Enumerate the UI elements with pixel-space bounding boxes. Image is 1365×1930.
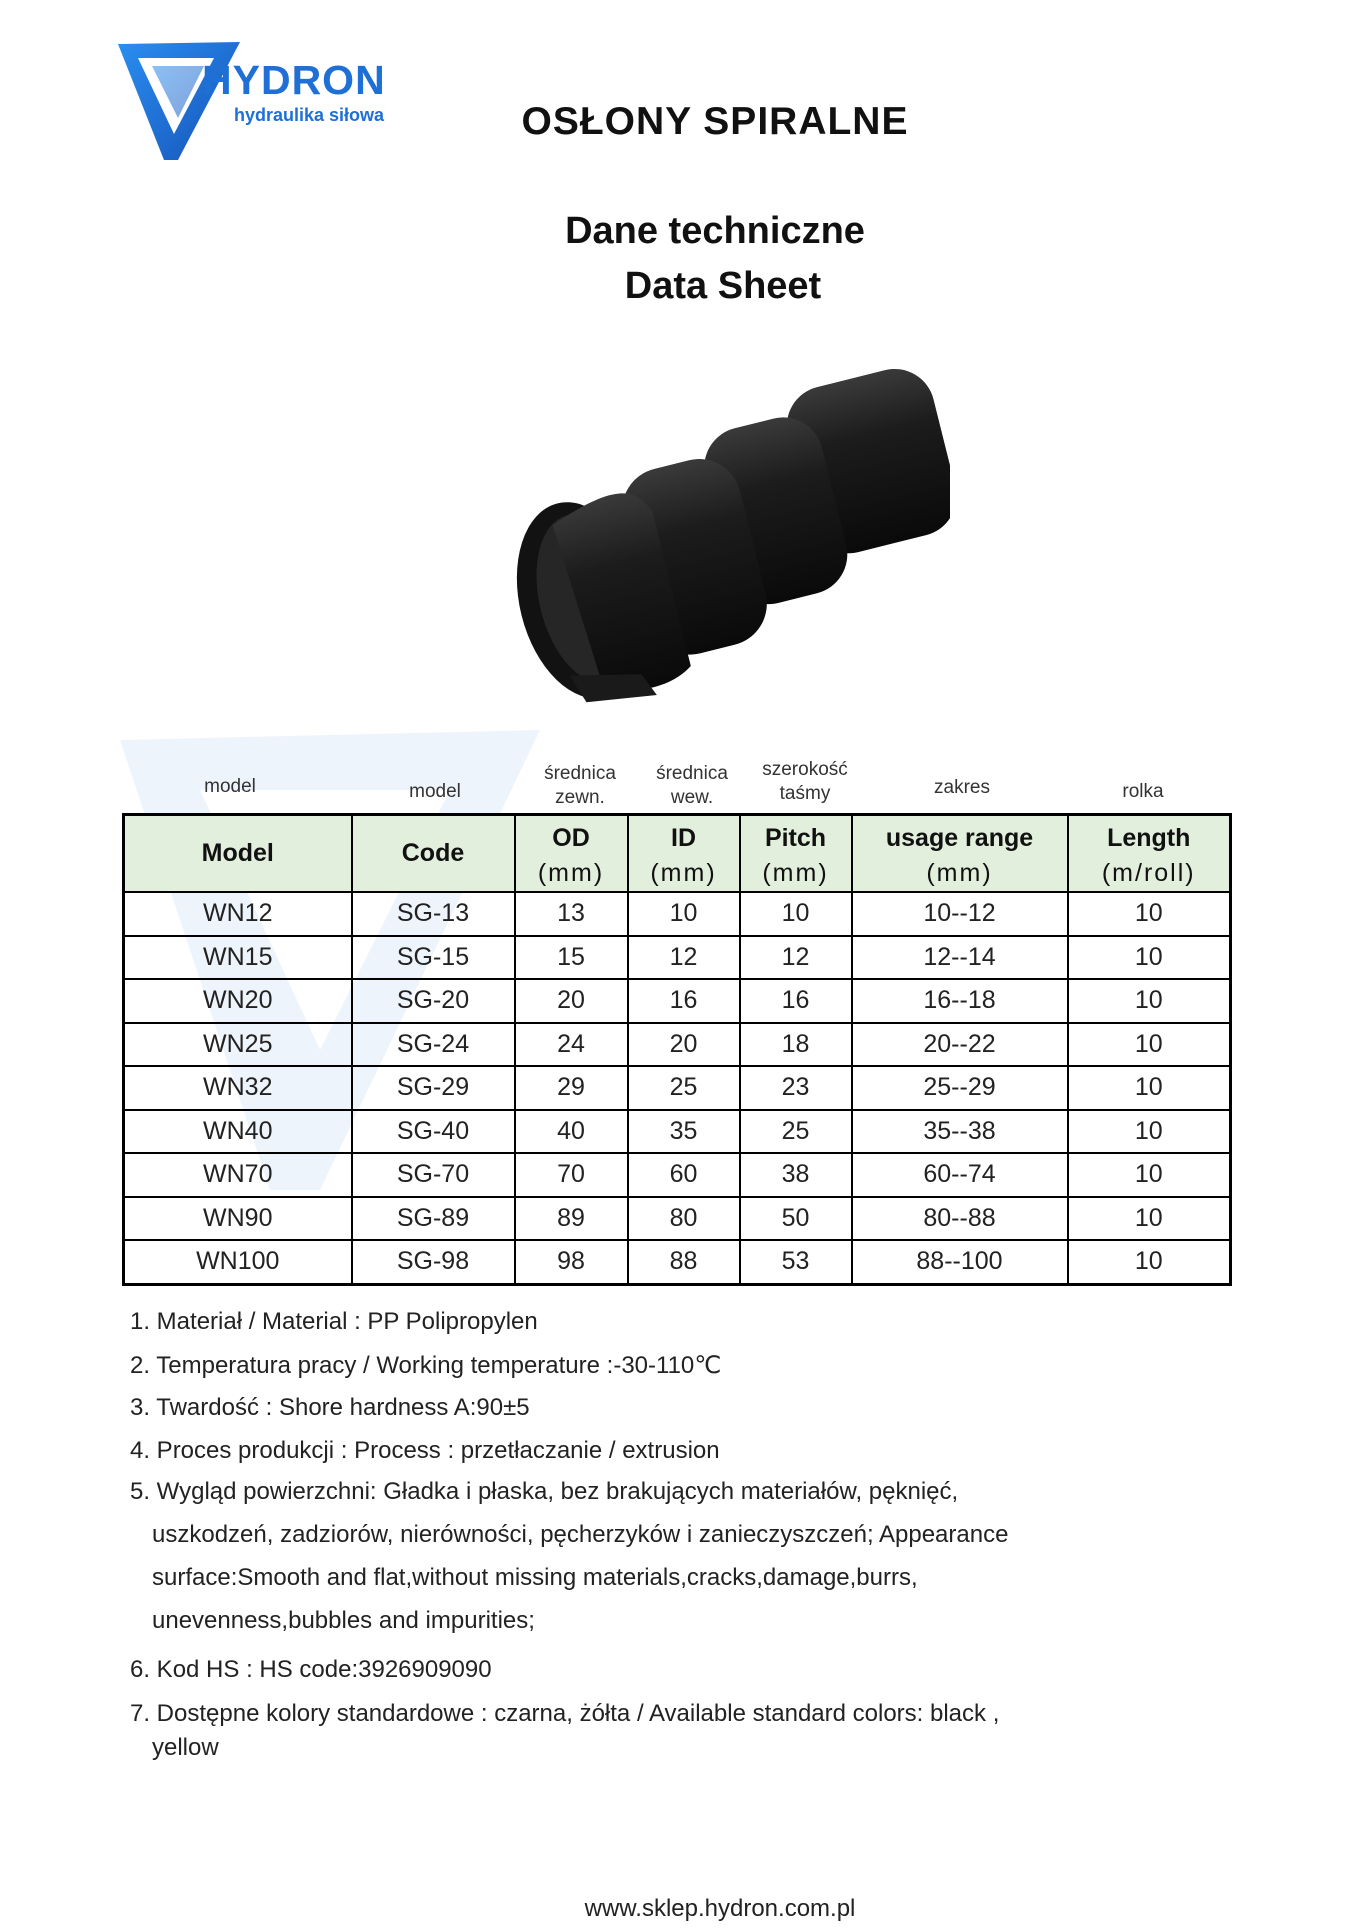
cell-od: 20 [515, 979, 628, 1023]
label-id-pl-line2: wew. [670, 787, 714, 808]
cell-model: WN12 [124, 892, 352, 936]
cell-model: WN70 [124, 1153, 352, 1197]
cell-length: 10 [1068, 936, 1231, 980]
table-row [124, 936, 1231, 980]
cell-pitch: 25 [740, 1110, 852, 1154]
cell-length: 10 [1068, 1066, 1231, 1110]
label-od-pl [520, 762, 640, 810]
cell-code: SG-20 [352, 979, 515, 1023]
subtitle-english: Data Sheet [624, 265, 822, 307]
cell-od: 98 [515, 1240, 628, 1284]
table-row [124, 1153, 1231, 1197]
header-length [1068, 815, 1231, 893]
cell-od: 13 [515, 892, 628, 936]
polish-column-labels [0, 750, 1365, 810]
cell-pitch: 38 [740, 1153, 852, 1197]
label-pitch-pl-line1: szerokość [762, 759, 848, 780]
spec-table [122, 813, 1232, 1286]
note-hardness: 3. Twardość : Shore hardness A:90±5 [130, 1394, 530, 1421]
cell-model: WN20 [124, 979, 352, 1023]
page-title: OSŁONY SPIRALNE [521, 100, 909, 143]
cell-range: 10--12 [852, 892, 1068, 936]
cell-pitch: 50 [740, 1197, 852, 1241]
cell-length: 10 [1068, 1197, 1231, 1241]
cell-range: 88--100 [852, 1240, 1068, 1284]
cell-model: WN90 [124, 1197, 352, 1241]
cell-range: 60--74 [852, 1153, 1068, 1197]
table-row [124, 1110, 1231, 1154]
cell-od: 29 [515, 1066, 628, 1110]
cell-model: WN100 [124, 1240, 352, 1284]
cell-code: SG-29 [352, 1066, 515, 1110]
cell-pitch: 53 [740, 1240, 852, 1284]
cell-code: SG-98 [352, 1240, 515, 1284]
label-model-pl: model [204, 776, 256, 797]
note-appearance-line2: uszkodzeń, zadziorów, nierówności, pęcherzyków i zanieczyszczeń; Appearance [152, 1521, 1009, 1548]
table-row [124, 1023, 1231, 1067]
label-pitch-pl [745, 758, 865, 806]
header-code: Code [352, 815, 515, 893]
label-code-pl: model [409, 781, 461, 802]
cell-id: 60 [628, 1153, 740, 1197]
label-od-pl-line2: zewn. [555, 787, 605, 808]
header-length-unit: (m/roll) [1101, 859, 1196, 887]
cell-id: 35 [628, 1110, 740, 1154]
header-od-label: OD [552, 824, 590, 852]
header-od [515, 815, 628, 893]
header-pitch [740, 815, 852, 893]
table-row [124, 979, 1231, 1023]
cell-pitch: 23 [740, 1066, 852, 1110]
note-temperature: 2. Temperatura pracy / Working temperature :-30-110℃ [130, 1352, 722, 1379]
spiral-wrap-product-image [480, 355, 950, 715]
header-range [852, 815, 1068, 893]
label-range-pl: zakres [934, 777, 990, 798]
cell-range: 35--38 [852, 1110, 1068, 1154]
table-row [124, 892, 1231, 936]
cell-od: 70 [515, 1153, 628, 1197]
cell-length: 10 [1068, 1153, 1231, 1197]
cell-model: WN40 [124, 1110, 352, 1154]
note-colors-line2: yellow [152, 1734, 219, 1761]
cell-pitch: 10 [740, 892, 852, 936]
cell-code: SG-15 [352, 936, 515, 980]
note-appearance-line3: surface:Smooth and flat,without missing materials,cracks,damage,burrs, [152, 1564, 918, 1591]
cell-code: SG-89 [352, 1197, 515, 1241]
cell-range: 20--22 [852, 1023, 1068, 1067]
cell-pitch: 16 [740, 979, 852, 1023]
cell-id: 10 [628, 892, 740, 936]
label-length-pl: rolka [1122, 781, 1164, 802]
cell-code: SG-13 [352, 892, 515, 936]
cell-pitch: 12 [740, 936, 852, 980]
cell-length: 10 [1068, 1110, 1231, 1154]
cell-od: 24 [515, 1023, 628, 1067]
cell-id: 16 [628, 979, 740, 1023]
header-od-unit: (mm) [537, 859, 605, 887]
header-pitch-label: Pitch [764, 824, 827, 852]
table-row [124, 1066, 1231, 1110]
header-model: Model [124, 815, 352, 893]
cell-id: 25 [628, 1066, 740, 1110]
cell-code: SG-70 [352, 1153, 515, 1197]
cell-length: 10 [1068, 979, 1231, 1023]
header-id-label: ID [671, 824, 696, 852]
note-hs-code: 6. Kod HS : HS code:3926909090 [130, 1656, 492, 1683]
cell-id: 88 [628, 1240, 740, 1284]
cell-length: 10 [1068, 1240, 1231, 1284]
brand-tagline: hydraulika siłowa [234, 105, 385, 125]
label-od-pl-line1: średnica [544, 763, 616, 784]
subtitle-polish: Dane techniczne [565, 210, 865, 252]
label-id-pl [632, 762, 752, 810]
header-pitch-unit: (mm) [762, 859, 829, 887]
table-row [124, 1197, 1231, 1241]
cell-length: 10 [1068, 1023, 1231, 1067]
cell-od: 15 [515, 936, 628, 980]
header-length-label: Length [1107, 824, 1191, 852]
label-id-pl-line1: średnica [656, 763, 728, 784]
note-process: 4. Proces produkcji : Process : przetłaczanie / extrusion [130, 1437, 720, 1464]
cell-code: SG-40 [352, 1110, 515, 1154]
cell-id: 12 [628, 936, 740, 980]
header-id-unit: (mm) [650, 859, 717, 887]
cell-od: 89 [515, 1197, 628, 1241]
header-range-label: usage range [885, 824, 1034, 852]
header-range-unit: (mm) [926, 859, 993, 887]
table-row [124, 1240, 1231, 1284]
cell-model: WN25 [124, 1023, 352, 1067]
header-id [628, 815, 740, 893]
cell-range: 12--14 [852, 936, 1068, 980]
cell-model: WN32 [124, 1066, 352, 1110]
cell-length: 10 [1068, 892, 1231, 936]
note-appearance: 5. Wygląd powierzchni: Gładka i płaska, bez brakujących materiałów, pęknięć, [130, 1478, 959, 1505]
cell-od: 40 [515, 1110, 628, 1154]
footer-website: www.sklep.hydron.com.pl [584, 1895, 856, 1922]
cell-range: 16--18 [852, 979, 1068, 1023]
cell-model: WN15 [124, 936, 352, 980]
note-appearance-line4: unevenness,bubbles and impurities; [152, 1607, 535, 1634]
cell-code: SG-24 [352, 1023, 515, 1067]
cell-range: 25--29 [852, 1066, 1068, 1110]
table-header-row [124, 815, 1231, 893]
cell-range: 80--88 [852, 1197, 1068, 1241]
label-pitch-pl-line2: taśmy [779, 783, 831, 804]
cell-id: 80 [628, 1197, 740, 1241]
cell-pitch: 18 [740, 1023, 852, 1067]
cell-id: 20 [628, 1023, 740, 1067]
note-colors: 7. Dostępne kolory standardowe : czarna, żółta / Available standard colors: black , [130, 1700, 1000, 1727]
note-material: 1. Materiał / Material : PP Polipropylen [130, 1308, 538, 1335]
brand-name: HYDRON [202, 57, 386, 103]
